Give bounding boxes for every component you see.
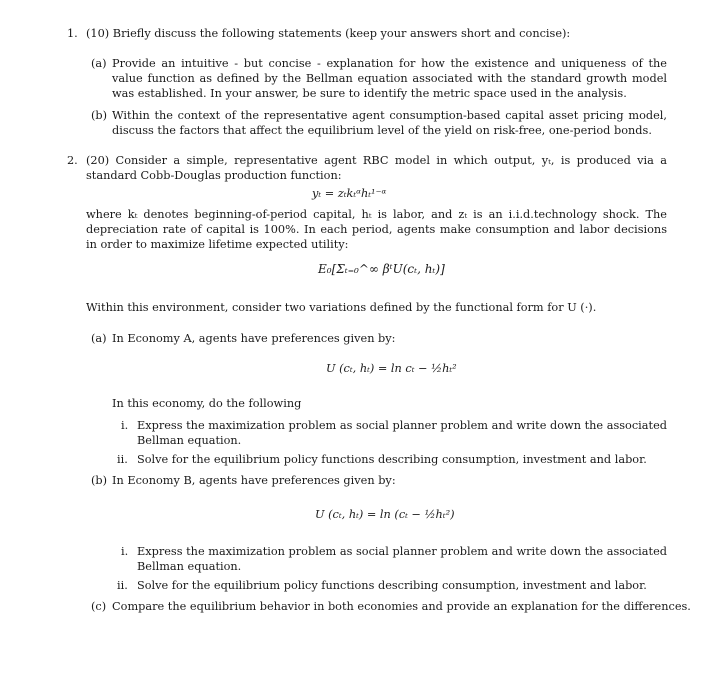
utility-equation: E₀[Σₜ₌₀^∞ βᵗU(cₜ, hₜ)] xyxy=(318,262,445,276)
q1-a-text: Provide an intuitive - but concise - explanation for how the existence and uniqueness of the value function as defined by the Bellman equation associated with the standard growth model was established. In your answer, be sure to identify the metric space used in the analysis. xyxy=(112,57,667,100)
q2-intro: (20) Consider a simple, representative agent RBC model in which output, yₜ, is produced via a standard Cobb-Douglas production function: xyxy=(86,154,667,182)
q2-b-label: (b) xyxy=(91,474,108,487)
q2-b-item-label: ii. xyxy=(117,579,128,592)
production-equation: yₜ = zₜkₜᵅhₜ¹⁻ᵅ xyxy=(312,187,387,200)
q2-b-text: In Economy B, agents have preferences given by: xyxy=(112,474,396,487)
q1-b-label: (b) xyxy=(91,109,108,122)
q2-a-item-label: i. xyxy=(121,419,129,432)
q2-c-label: (c) xyxy=(91,600,107,613)
q1-number: 1. xyxy=(67,27,78,40)
q2-a-label: (a) xyxy=(91,332,107,345)
q2-where-text: where kₜ denotes beginning-of-period capital, hₜ is labor, and zₜ is an i.i.d.technology shock. The depreciation rate of capital is 100%. In each period, agents make consumption and labor decisions in order to maximize lifetime expected utility: xyxy=(86,208,667,251)
q1-intro: (10) Briefly discuss the following statements (keep your answers short and concise): xyxy=(86,27,571,40)
q2-a-text: In Economy A, agents have preferences given by: xyxy=(112,332,396,345)
q2-a-item-text: Solve for the equilibrium policy functions describing consumption, investment and labor. xyxy=(137,453,647,466)
q2-a-follow: In this economy, do the following xyxy=(112,397,302,410)
q2-b-item-text: Solve for the equilibrium policy functions describing consumption, investment and labor. xyxy=(137,579,647,592)
economy-b-equation: U (cₜ, hₜ) = ln (cₜ − ½hₜ²) xyxy=(315,508,455,521)
q2-number: 2. xyxy=(67,154,78,167)
economy-a-equation: U (cₜ, hₜ) = ln cₜ − ½hₜ² xyxy=(326,362,457,375)
q2-a-item-label: ii. xyxy=(117,453,128,466)
q2-a-item-text: Express the maximization problem as social planner problem and write down the associated Bellman equation. xyxy=(137,419,667,447)
q2-b-item-text: Express the maximization problem as social planner problem and write down the associated Bellman equation. xyxy=(137,545,667,573)
q2-b-item-label: i. xyxy=(121,545,129,558)
q2-c-text: Compare the equilibrium behavior in both economies and provide an explanation for the differences. xyxy=(112,600,691,613)
q1-b-text: Within the context of the representative agent consumption-based capital asset pricing model, discuss the factors that affect the equilibrium level of the yield on risk-free, one-period bonds. xyxy=(112,109,667,137)
q1-a-label: (a) xyxy=(91,57,107,70)
q2-variations-text: Within this environment, consider two variations defined by the functional form for U (·). xyxy=(86,301,597,314)
